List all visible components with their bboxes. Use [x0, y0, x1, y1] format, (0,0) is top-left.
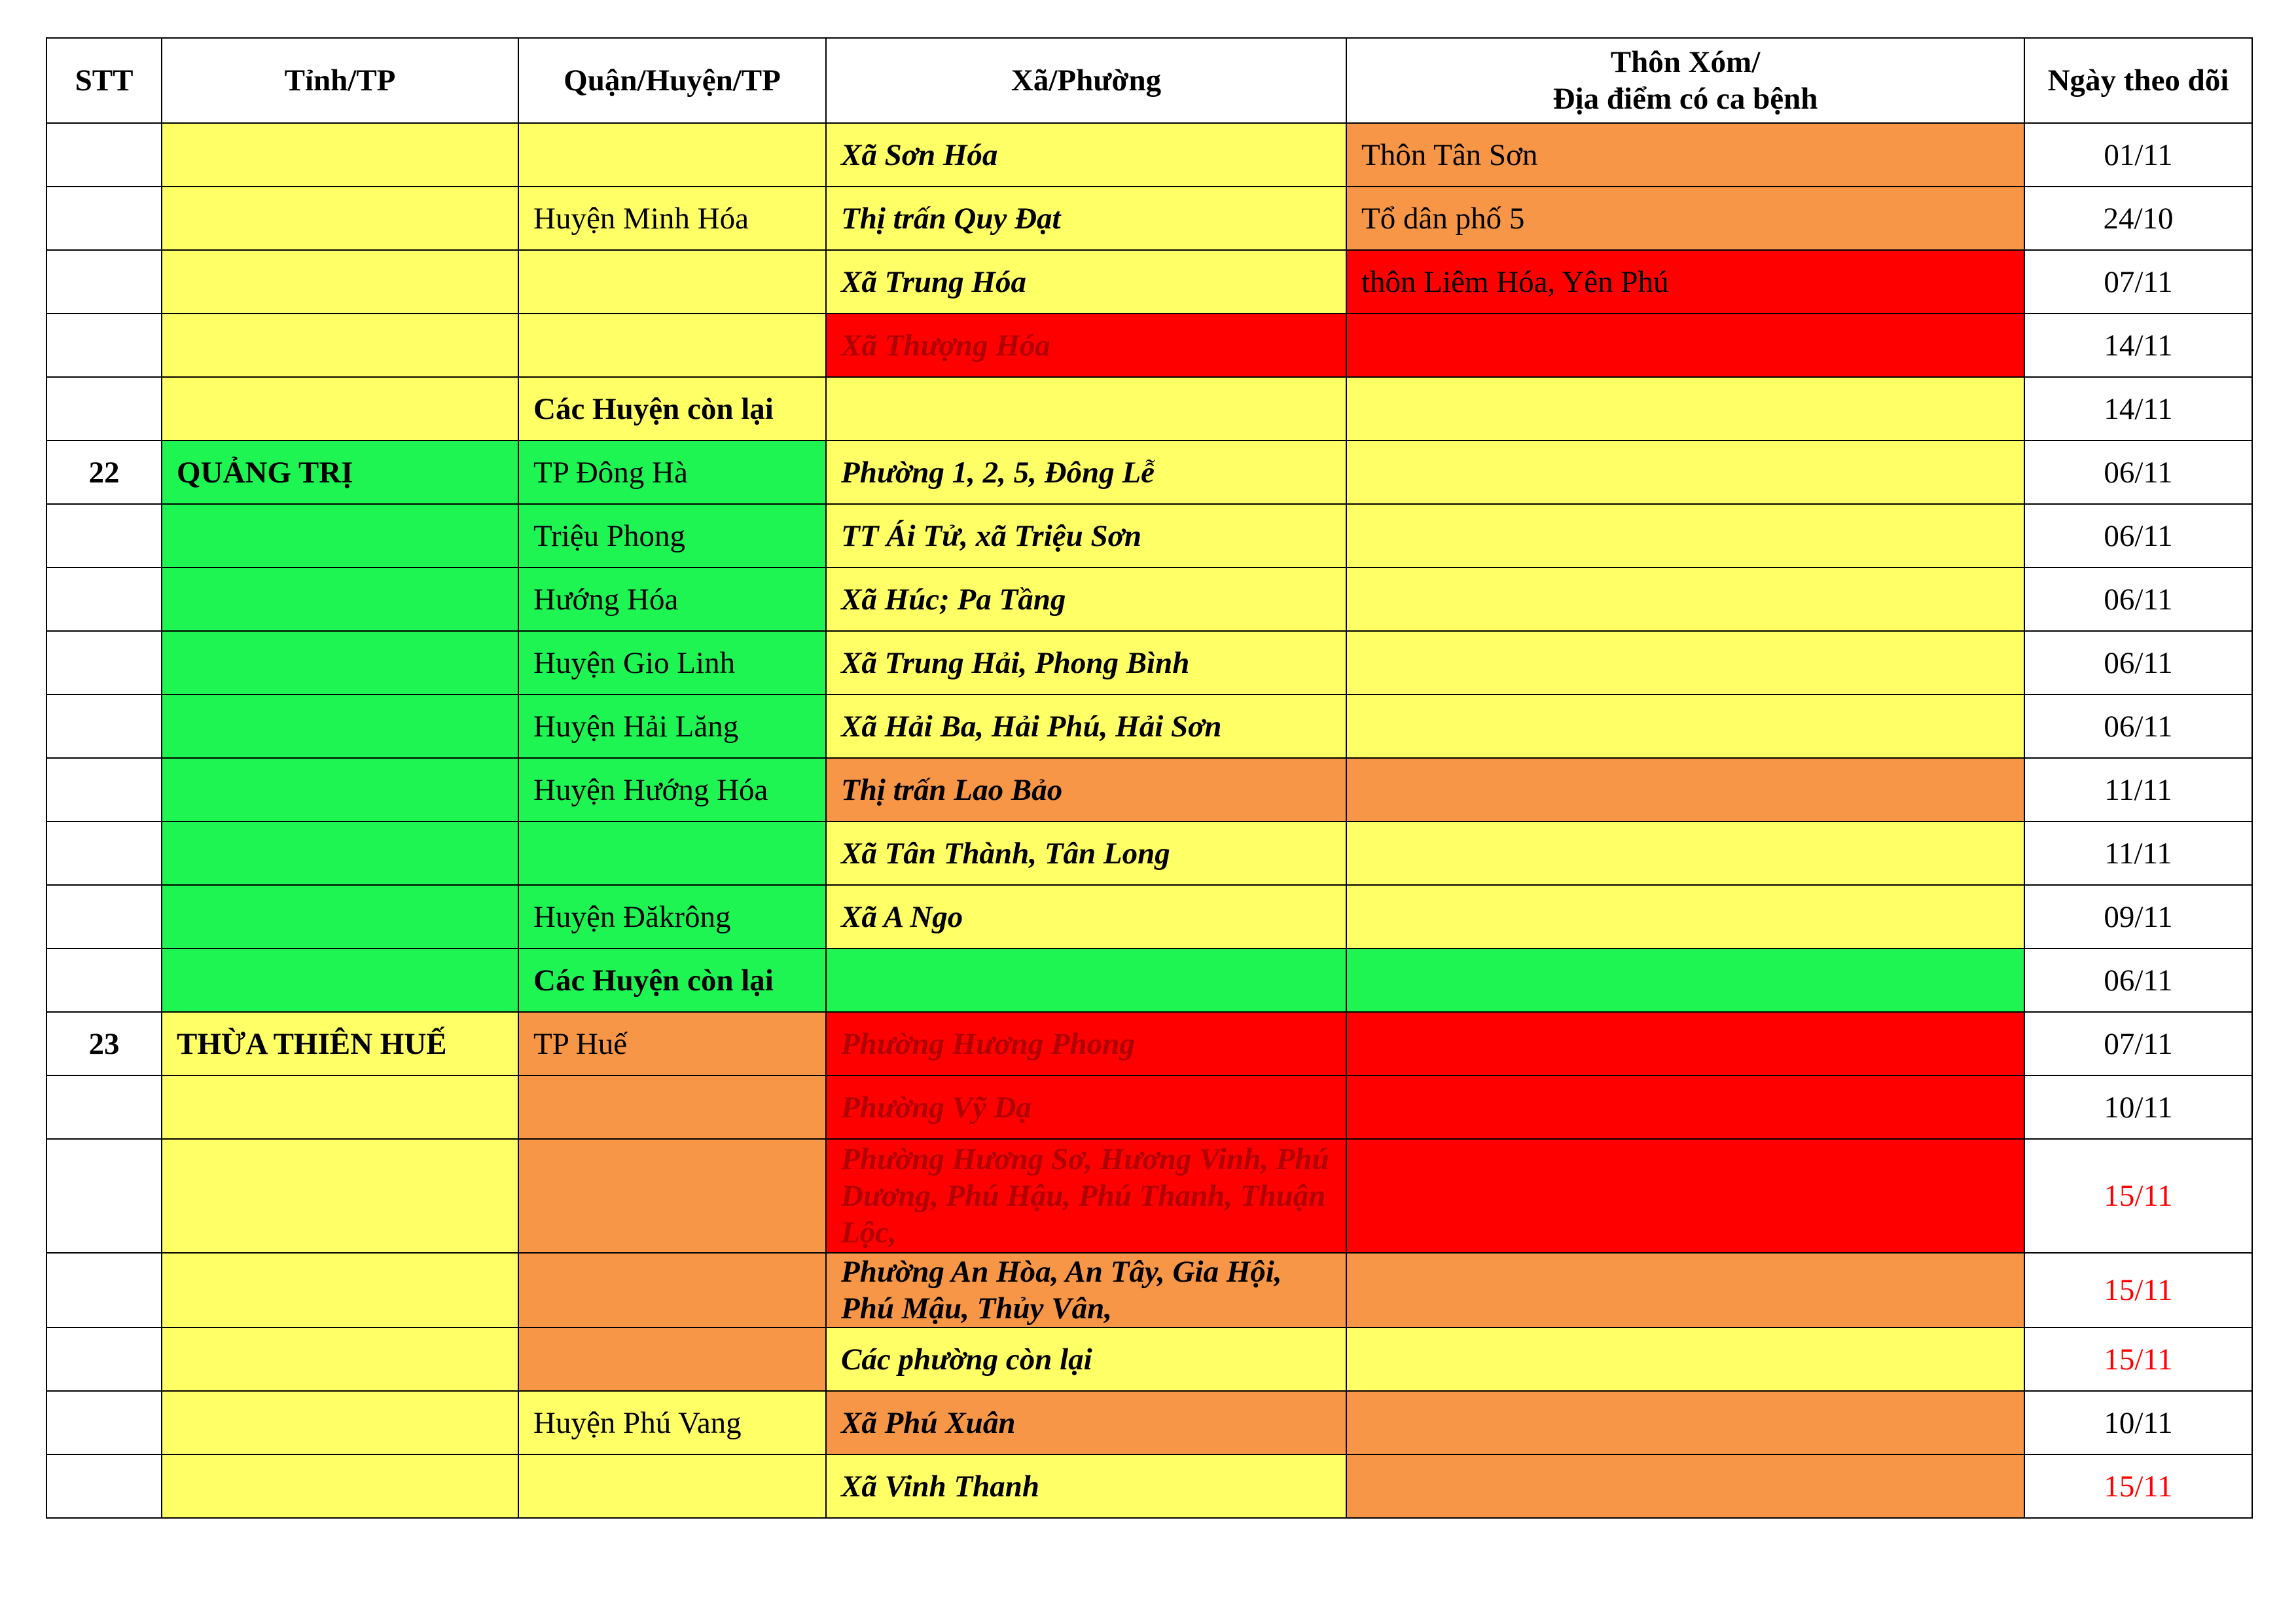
- cell-stt: [46, 1075, 162, 1139]
- cell-date: 06/11: [2024, 441, 2252, 504]
- cell-ward: Thị trấn Lao Bảo: [826, 758, 1346, 821]
- cell-stt: [46, 377, 162, 441]
- table-row: [46, 123, 2252, 187]
- table-row: [46, 1075, 2252, 1139]
- table-row: [46, 695, 2252, 758]
- table-row: [46, 885, 2252, 948]
- cell-hamlet: thôn Liêm Hóa, Yên Phú: [1346, 250, 2024, 314]
- cell-district: TP Đông Hà: [518, 441, 826, 504]
- table-row: [46, 1253, 2252, 1327]
- cell-hamlet: [1346, 314, 2024, 377]
- cell-ward: Xã Thượng Hóa: [826, 314, 1346, 377]
- table-row: [46, 1012, 2252, 1075]
- cell-hamlet: [1346, 568, 2024, 631]
- cell-province: THỪA THIÊN HUẾ: [162, 1012, 518, 1075]
- table-row: [46, 377, 2252, 441]
- cell-date: 10/11: [2024, 1391, 2252, 1454]
- cell-stt: [46, 250, 162, 314]
- table-row: [46, 1327, 2252, 1391]
- cell-ward: Xã Trung Hóa: [826, 250, 1346, 314]
- header-date: Ngày theo dõi: [2024, 38, 2252, 123]
- cell-date: 06/11: [2024, 504, 2252, 568]
- cell-date: 01/11: [2024, 123, 2252, 187]
- cell-district: [518, 1075, 826, 1139]
- cell-district: [518, 314, 826, 377]
- cell-hamlet: Tổ dân phố 5: [1346, 187, 2024, 250]
- cell-date: 14/11: [2024, 377, 2252, 441]
- cell-province: [162, 1075, 518, 1139]
- cell-stt: [46, 1327, 162, 1391]
- cell-province: [162, 1327, 518, 1391]
- cell-hamlet: [1346, 631, 2024, 695]
- cell-district: Huyện Hướng Hóa: [518, 758, 826, 821]
- cell-ward: Xã Trung Hải, Phong Bình: [826, 631, 1346, 695]
- cell-stt: 23: [46, 1012, 162, 1075]
- cell-date: 15/11: [2024, 1253, 2252, 1327]
- cell-province: [162, 948, 518, 1012]
- cell-district: [518, 123, 826, 187]
- cell-stt: [46, 187, 162, 250]
- cell-ward: TT Ái Tử, xã Triệu Sơn: [826, 504, 1346, 568]
- cell-stt: [46, 821, 162, 885]
- cell-date: 15/11: [2024, 1454, 2252, 1518]
- monitoring-table: [46, 37, 2253, 1519]
- cell-hamlet: Thôn Tân Sơn: [1346, 123, 2024, 187]
- table-row: [46, 1391, 2252, 1454]
- table-row: [46, 948, 2252, 1012]
- cell-province: [162, 1139, 518, 1253]
- cell-district: Các Huyện còn lại: [518, 377, 826, 441]
- header-hamlet: [1346, 38, 2024, 123]
- cell-stt: [46, 885, 162, 948]
- cell-province: [162, 1454, 518, 1518]
- cell-hamlet: [1346, 821, 2024, 885]
- cell-stt: [46, 631, 162, 695]
- cell-province: [162, 377, 518, 441]
- header-stt: STT: [46, 38, 162, 123]
- cell-hamlet: [1346, 441, 2024, 504]
- cell-stt: [46, 758, 162, 821]
- cell-ward: Xã Tân Thành, Tân Long: [826, 821, 1346, 885]
- cell-district: [518, 1139, 826, 1253]
- cell-hamlet: [1346, 1012, 2024, 1075]
- cell-date: 10/11: [2024, 1075, 2252, 1139]
- cell-district: [518, 250, 826, 314]
- cell-date: 15/11: [2024, 1327, 2252, 1391]
- cell-stt: [46, 123, 162, 187]
- cell-stt: [46, 1391, 162, 1454]
- cell-district: [518, 821, 826, 885]
- cell-stt: [46, 948, 162, 1012]
- table-body: [46, 123, 2252, 1518]
- cell-ward: Xã A Ngo: [826, 885, 1346, 948]
- cell-ward: Phường 1, 2, 5, Đông Lễ: [826, 441, 1346, 504]
- table-row: [46, 1139, 2252, 1253]
- cell-province: [162, 504, 518, 568]
- cell-province: [162, 314, 518, 377]
- cell-stt: [46, 314, 162, 377]
- cell-date: 07/11: [2024, 250, 2252, 314]
- cell-province: [162, 885, 518, 948]
- cell-province: [162, 758, 518, 821]
- cell-stt: [46, 568, 162, 631]
- cell-district: Huyện Hải Lăng: [518, 695, 826, 758]
- cell-date: 14/11: [2024, 314, 2252, 377]
- cell-district: [518, 1327, 826, 1391]
- cell-district: [518, 1253, 826, 1327]
- cell-date: 06/11: [2024, 568, 2252, 631]
- table-row: [46, 631, 2252, 695]
- cell-date: 15/11: [2024, 1139, 2252, 1253]
- cell-province: [162, 568, 518, 631]
- table-row: [46, 441, 2252, 504]
- table-row: [46, 568, 2252, 631]
- cell-hamlet: [1346, 1454, 2024, 1518]
- cell-district: [518, 1454, 826, 1518]
- cell-province: [162, 187, 518, 250]
- cell-ward: [826, 948, 1346, 1012]
- cell-hamlet: [1346, 504, 2024, 568]
- cell-province: [162, 631, 518, 695]
- cell-date: 07/11: [2024, 1012, 2252, 1075]
- cell-province: [162, 250, 518, 314]
- cell-ward: Thị trấn Quy Đạt: [826, 187, 1346, 250]
- cell-date: 11/11: [2024, 821, 2252, 885]
- cell-district: Hướng Hóa: [518, 568, 826, 631]
- cell-stt: [46, 1139, 162, 1253]
- cell-ward: Các phường còn lại: [826, 1327, 1346, 1391]
- cell-ward: Xã Vinh Thanh: [826, 1454, 1346, 1518]
- cell-ward: Phường Vỹ Dạ: [826, 1075, 1346, 1139]
- table-row: [46, 758, 2252, 821]
- header-hamlet-line1: Thôn Xóm/: [1610, 45, 1761, 79]
- cell-hamlet: [1346, 1075, 2024, 1139]
- cell-province: [162, 123, 518, 187]
- cell-date: 06/11: [2024, 695, 2252, 758]
- cell-province: [162, 695, 518, 758]
- header-province: Tỉnh/TP: [162, 38, 518, 123]
- cell-hamlet: [1346, 885, 2024, 948]
- cell-stt: 22: [46, 441, 162, 504]
- cell-district: Huyện Đăkrông: [518, 885, 826, 948]
- cell-district: Triệu Phong: [518, 504, 826, 568]
- cell-hamlet: [1346, 948, 2024, 1012]
- cell-ward: Xã Húc; Pa Tầng: [826, 568, 1346, 631]
- cell-province: [162, 821, 518, 885]
- cell-district: Huyện Gio Linh: [518, 631, 826, 695]
- cell-hamlet: [1346, 1391, 2024, 1454]
- cell-hamlet: [1346, 1327, 2024, 1391]
- cell-date: 06/11: [2024, 948, 2252, 1012]
- table-row: [46, 821, 2252, 885]
- header-ward: Xã/Phường: [826, 38, 1346, 123]
- cell-ward: [826, 377, 1346, 441]
- cell-district: Huyện Minh Hóa: [518, 187, 826, 250]
- cell-ward: Phường Hương Sơ, Hương Vinh, Phú Dương, Phú Hậu, Phú Thanh, Thuận Lộc,: [826, 1139, 1346, 1253]
- cell-stt: [46, 1454, 162, 1518]
- cell-date: 24/10: [2024, 187, 2252, 250]
- table-row: [46, 314, 2252, 377]
- cell-stt: [46, 504, 162, 568]
- cell-date: 06/11: [2024, 631, 2252, 695]
- cell-ward: Xã Hải Ba, Hải Phú, Hải Sơn: [826, 695, 1346, 758]
- table-row: [46, 1454, 2252, 1518]
- cell-hamlet: [1346, 758, 2024, 821]
- cell-district: Huyện Phú Vang: [518, 1391, 826, 1454]
- cell-hamlet: [1346, 695, 2024, 758]
- header-district: Quận/Huyện/TP: [518, 38, 826, 123]
- cell-hamlet: [1346, 1253, 2024, 1327]
- header-row: [46, 38, 2252, 123]
- cell-ward: Xã Sơn Hóa: [826, 123, 1346, 187]
- cell-province: [162, 1391, 518, 1454]
- cell-district: TP Huế: [518, 1012, 826, 1075]
- table-row: [46, 250, 2252, 314]
- cell-ward: Xã Phú Xuân: [826, 1391, 1346, 1454]
- cell-hamlet: [1346, 377, 2024, 441]
- cell-date: 09/11: [2024, 885, 2252, 948]
- cell-province: [162, 1253, 518, 1327]
- cell-ward: Phường An Hòa, An Tây, Gia Hội, Phú Mậu, Thủy Vân,: [826, 1253, 1346, 1327]
- table-row: [46, 187, 2252, 250]
- table-row: [46, 504, 2252, 568]
- cell-stt: [46, 1253, 162, 1327]
- cell-hamlet: [1346, 1139, 2024, 1253]
- cell-province: QUẢNG TRỊ: [162, 441, 518, 504]
- header-hamlet-line2: Địa điểm có ca bệnh: [1552, 82, 1818, 116]
- cell-stt: [46, 695, 162, 758]
- cell-date: 11/11: [2024, 758, 2252, 821]
- cell-ward: Phường Hương Phong: [826, 1012, 1346, 1075]
- cell-district: Các Huyện còn lại: [518, 948, 826, 1012]
